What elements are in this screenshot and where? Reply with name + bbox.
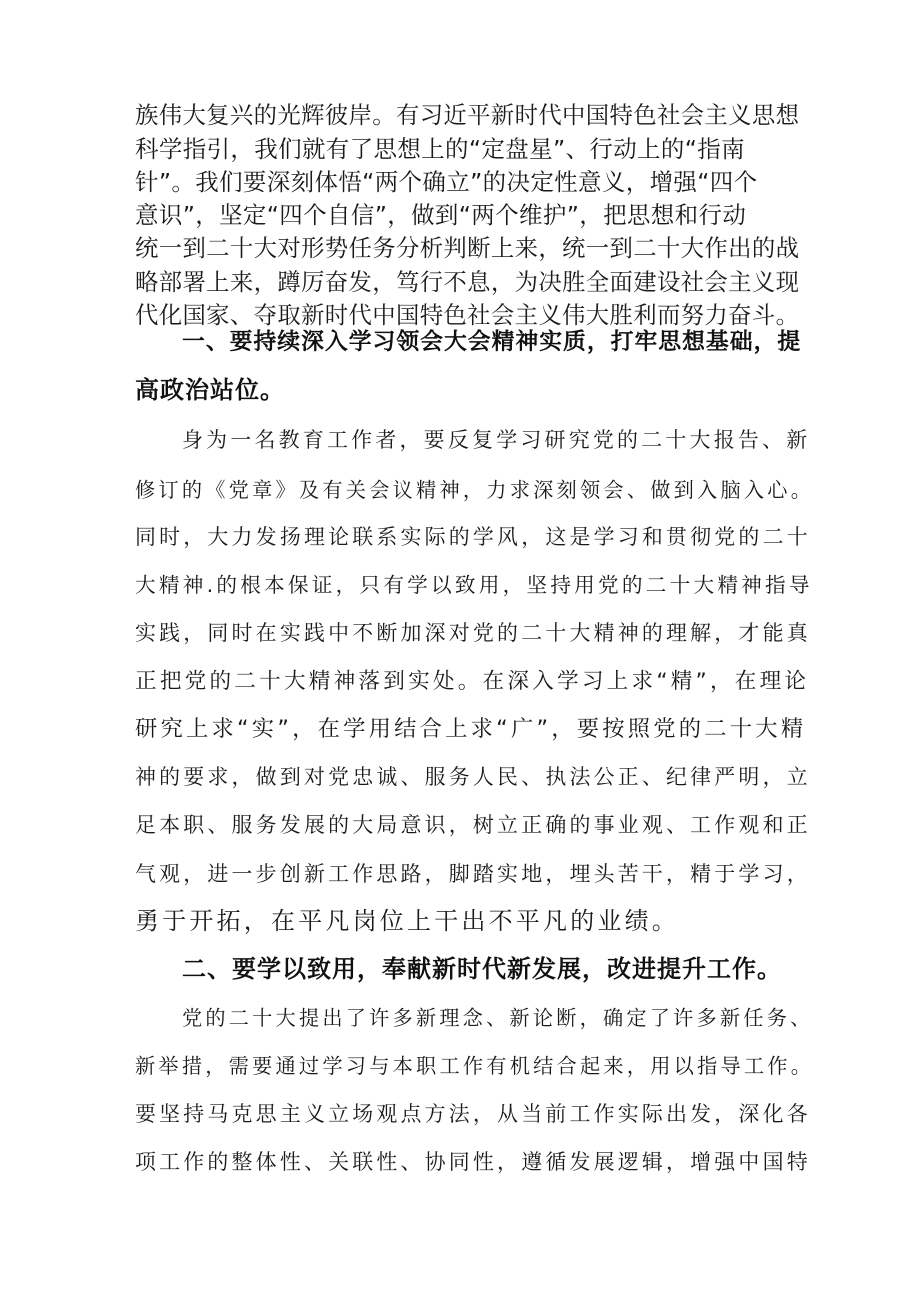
text-line: 实践，同时在实践中不断加深对党的二十大精神的理解，才能真 [135, 621, 811, 645]
text-line: 科学指引，我们就有了思想上的“定盘星”、行动上的“指南 [135, 135, 745, 163]
text-line: 大精神.的根本保证，只有学以致用，坚持用党的二十大精神指导 [135, 573, 813, 597]
text-line: 身为一名教育工作者，要反复学习研究党的二十大报告、新 [182, 428, 811, 452]
text-line: 同时，大力发扬理论联系实际的学风，这是学习和贯彻党的二十 [135, 525, 811, 549]
heading-line: 一、要持续深入学习领会大会精神实质，打牢思想基础，提 [182, 329, 802, 355]
text-line: 正把党的二十大精神落到实处。在深入学习上求“精”，在理论 [135, 669, 810, 694]
text-line: 代化国家、夺取新时代中国特色社会主义伟大胜利而努力奋斗。 [135, 301, 800, 329]
heading-line: 二、要学以致用，奉献新时代新发展，改进提升工作。 [182, 955, 782, 983]
text-line: 族伟大复兴的光辉彼岸。有习近平新时代中国特色社会主义思想 [135, 101, 800, 129]
text-line: 略部署上来，蹲厉奋发，笃行不息，为决胜全面建设社会主义现 [135, 268, 800, 296]
text-line: 新举措，需要通过学习与本职工作有机结合起来，用以指导工作。 [135, 1054, 815, 1078]
text-line: 意识”，坚定“四个自信”，做到“两个维护”，把思想和行动 [135, 201, 747, 229]
text-line: 要坚持马克思主义立场观点方法，从当前工作实际出发，深化各 [135, 1102, 811, 1126]
text-line: 研究上求“实”，在学用结合上求“广”，要按照党的二十大精 [135, 716, 807, 742]
text-line: 统一到二十大对形势任务分析判断上来，统一到二十大作出的战 [135, 234, 800, 262]
text-line: 修订的《党章》及有关会议精神，力求深刻领会、做到入脑入心。 [135, 478, 815, 502]
text-line: 神的要求，做到对党忠诚、服务人民、执法公正、纪律严明，立 [135, 765, 811, 789]
heading-line: 高政治站位。 [135, 376, 285, 404]
text-line: 气观，进一步创新工作思路，脚踏实地，埋头苦干，精于学习， [135, 862, 811, 886]
text-line: 足本职、服务发展的大局意识，树立正确的事业观、工作观和正 [135, 813, 811, 837]
text-line: 项工作的整体性、关联性、协同性，遵循发展逻辑，增强中国特 [135, 1150, 811, 1174]
text-line: 针”。我们要深刻体悟“两个确立”的决定性意义，增强“四个 [135, 168, 758, 196]
text-line: 勇于开拓，在平凡岗位上干出不平凡的业绩。 [135, 907, 679, 935]
text-line: 党的二十大提出了许多新理念、新论断，确定了许多新任务、 [182, 1006, 814, 1030]
